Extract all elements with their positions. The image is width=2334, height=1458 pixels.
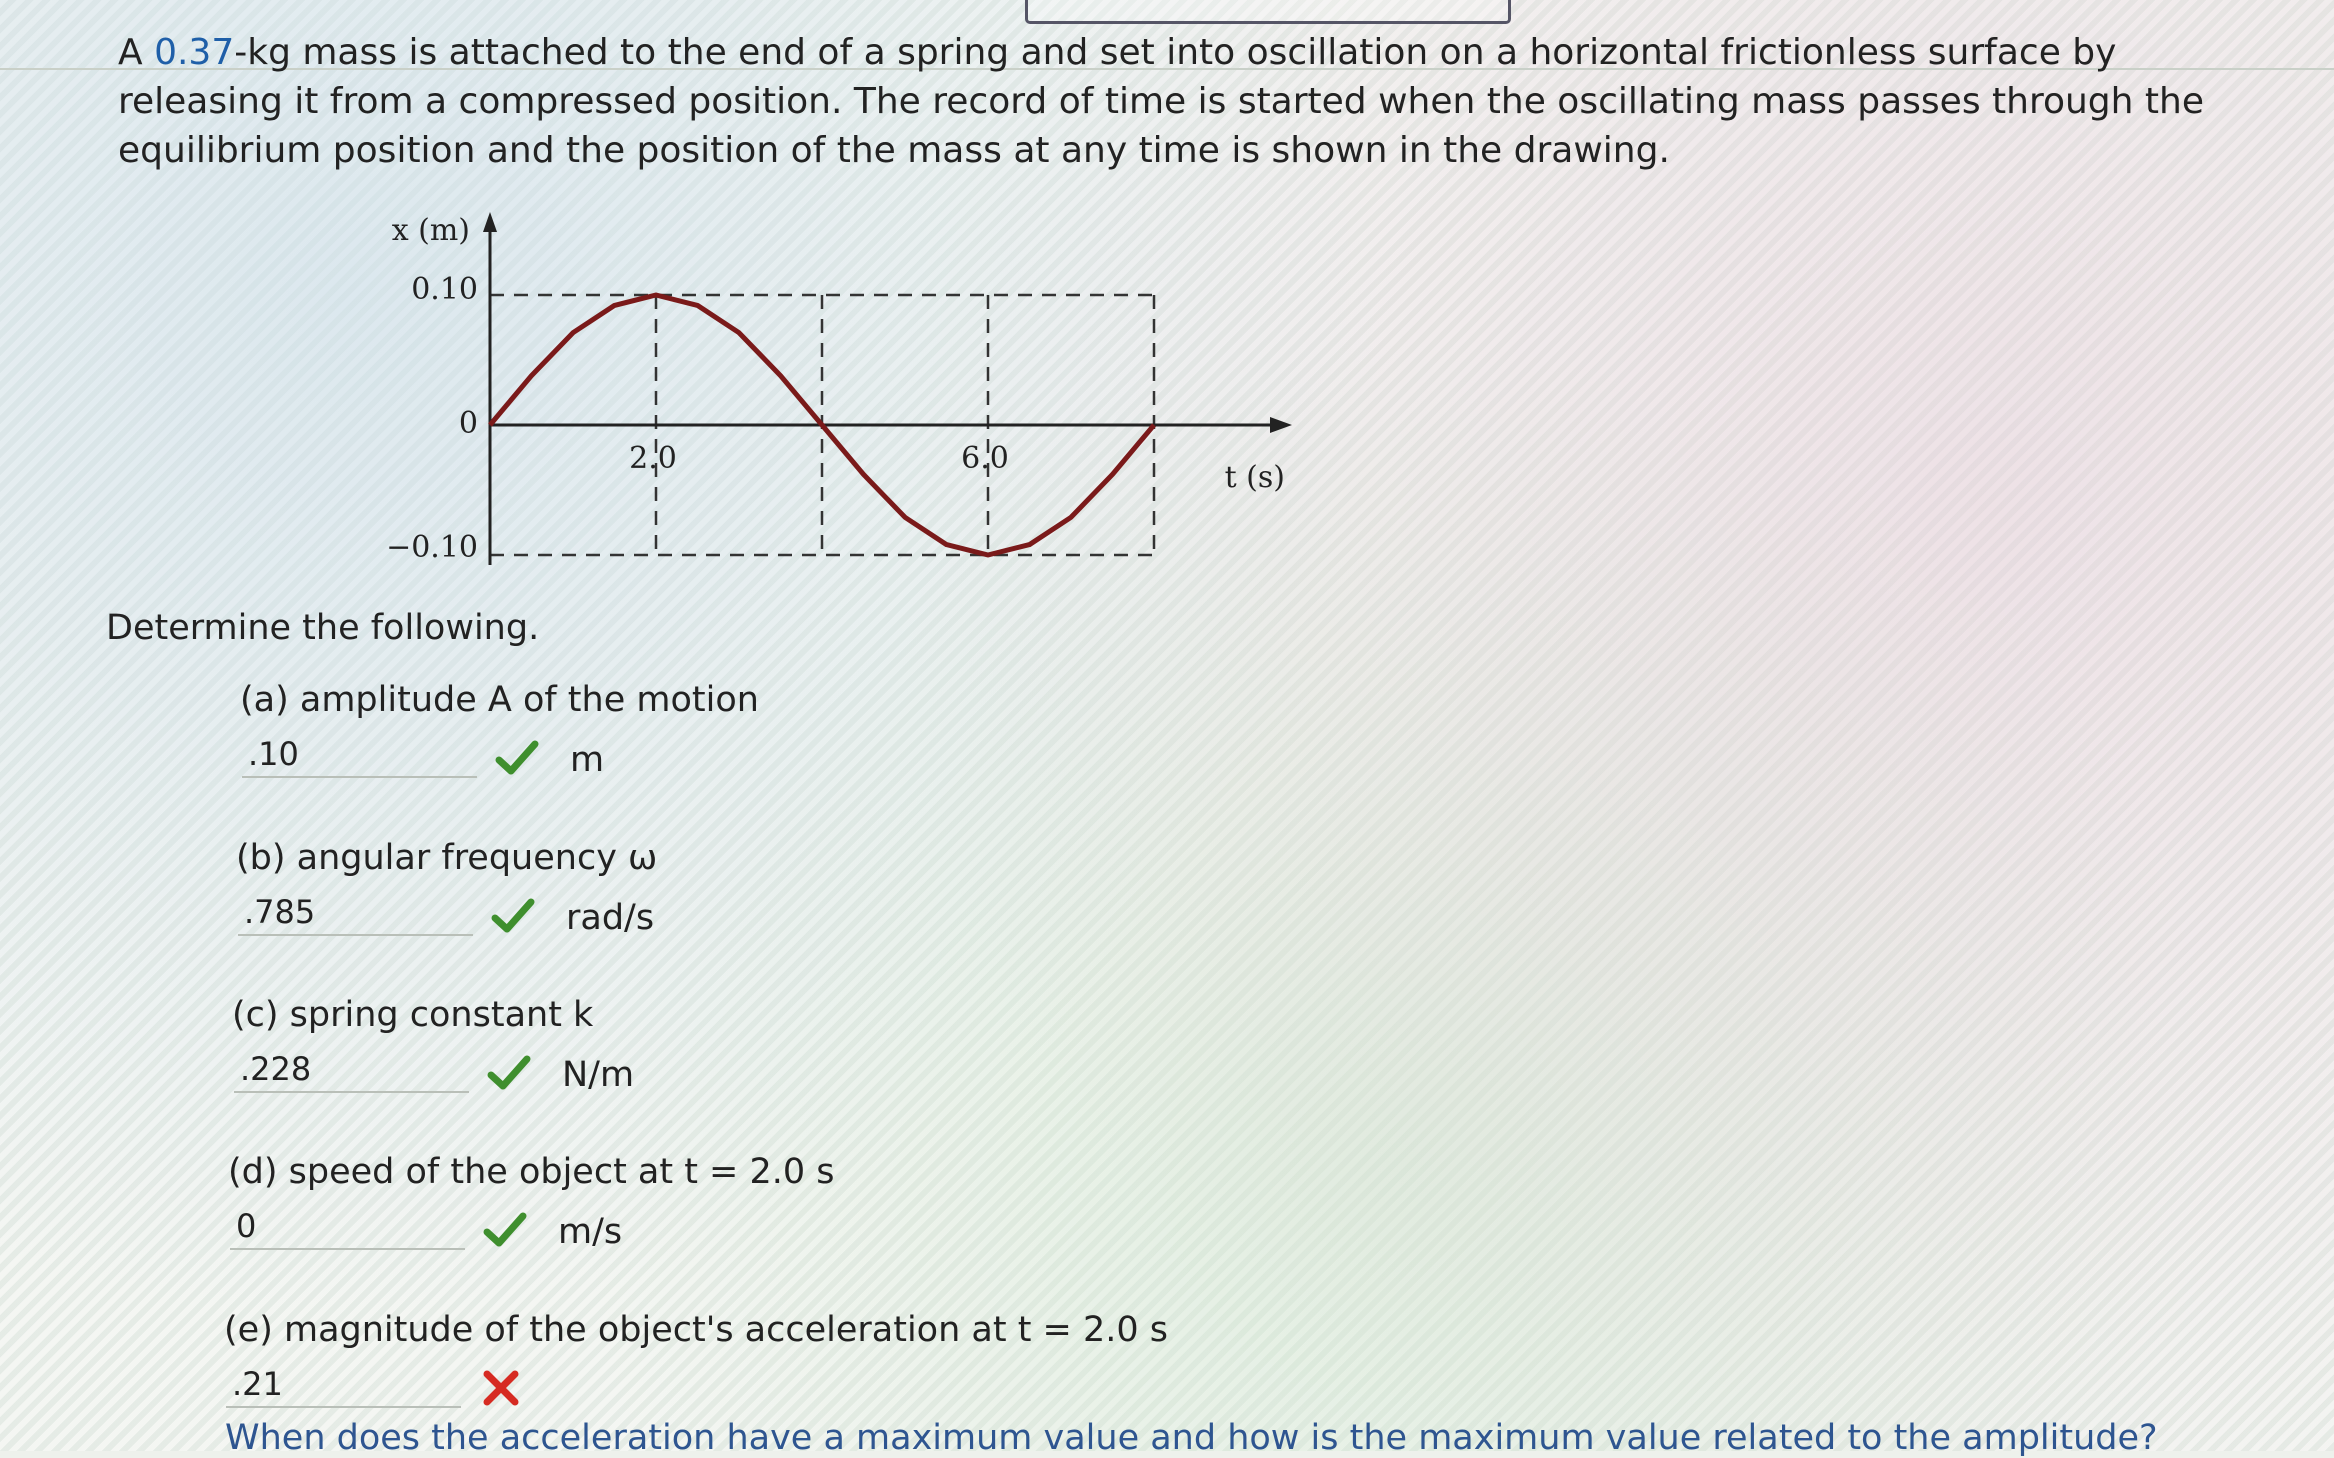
unit-label: m/s [558, 1212, 623, 1252]
data-point [490, 425, 491, 426]
data-point [988, 555, 989, 556]
data-point [739, 332, 740, 333]
data-point [1154, 425, 1155, 426]
data-point [614, 305, 615, 306]
answer-field[interactable]: .228 [234, 1049, 469, 1093]
y-axis-label: x (m) [391, 213, 470, 248]
answer-field[interactable]: .785 [238, 892, 473, 936]
data-point [905, 517, 906, 518]
unit-label: N/m [562, 1055, 635, 1095]
x-tick-label: 6.0 [961, 441, 1009, 476]
data-point [697, 305, 698, 306]
answer-field[interactable]: 0 [230, 1206, 465, 1250]
y-tick-label: 0.10 [411, 272, 478, 307]
x-axis-arrow [1270, 417, 1292, 433]
data-point [531, 375, 532, 376]
data-point [1029, 544, 1030, 545]
answer-field[interactable]: .10 [242, 734, 477, 778]
part-label: (a) amplitude A of the motion [240, 680, 759, 720]
checkmark-icon [491, 896, 535, 936]
part-label: (b) angular frequency ω [236, 838, 658, 878]
y-tick-label: −0.10 [386, 530, 478, 565]
data-point [1071, 517, 1072, 518]
part-label: (d) speed of the object at t = 2.0 s [228, 1152, 835, 1192]
position-time-chart [370, 210, 1350, 590]
x-tick-label: 2.0 [629, 441, 677, 476]
data-point [780, 375, 781, 376]
hint-link[interactable]: When does the acceleration have a maximum value and how is the maximum value related to the amplitude? [225, 1418, 2158, 1458]
chart-axes [483, 212, 1292, 565]
data-point [573, 332, 574, 333]
checkmark-icon [487, 1053, 531, 1093]
answer-field[interactable]: .21 [226, 1364, 461, 1408]
y-tick-label: 0 [458, 406, 478, 441]
top-button-outline[interactable] [1025, 0, 1511, 24]
cross-icon [479, 1368, 523, 1408]
data-point [863, 474, 864, 475]
y-axis-arrow [483, 212, 497, 232]
determine-label: Determine the following. [106, 608, 540, 648]
checkmark-icon [483, 1210, 527, 1250]
data-point [1112, 474, 1113, 475]
x-axis-label: t (s) [1224, 460, 1285, 495]
question-text: A 0.37-kg mass is attached to the end of a spring and set into oscillation on a horizontal frictionless surface by releasing it from a compressed position. The record of time is started when the oscillating mass passes through the equilibrium position and the position of the mass at any time is shown in the drawing. [118, 32, 2204, 171]
data-point [946, 544, 947, 545]
checkmark-icon [495, 738, 539, 778]
data-point [656, 295, 657, 296]
part-label: (c) spring constant k [232, 995, 594, 1035]
part-label: (e) magnitude of the object's acceleration at t = 2.0 s [224, 1310, 1169, 1350]
mass-value: 0.37 [154, 32, 235, 73]
unit-label: rad/s [566, 898, 655, 938]
unit-label: m [570, 740, 605, 780]
data-point [822, 425, 823, 426]
